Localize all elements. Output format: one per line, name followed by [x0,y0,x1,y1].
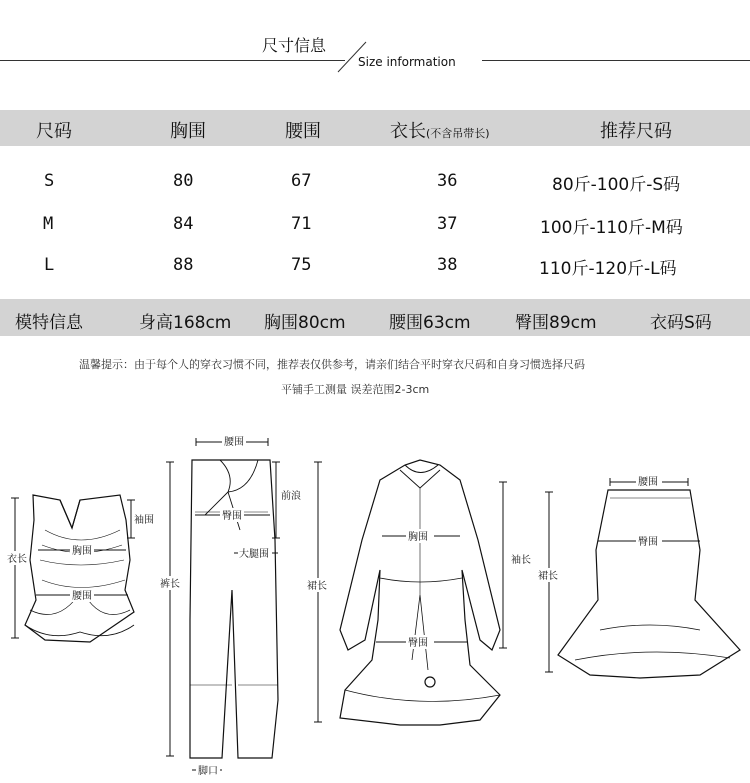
section-subtitle: Size information [358,55,456,69]
col-header-length-label: 衣长 [390,121,426,142]
top-diagram [25,495,134,642]
dress-hip-label: 臀围 [408,638,428,649]
row-s-chest: 80 [173,171,194,191]
measure-note: 平铺手工测量 误差范围2-3cm [281,383,430,396]
header-left-rule [0,60,345,61]
row-l-chest: 88 [173,255,194,275]
row-s-waist: 67 [291,171,312,191]
garment-diagrams [0,420,750,783]
skirt-length-label: 裙长 [538,571,558,582]
col-header-chest: 胸围 [170,121,206,142]
model-height: 身高168cm [139,313,232,333]
dress-sleeve-label: 袖长 [511,555,531,566]
model-info-label: 模特信息 [15,313,83,333]
top-length-label: 衣长 [7,554,27,565]
model-chest: 胸围80cm [264,313,346,333]
model-hip: 臀围89cm [515,313,597,333]
row-s-length: 36 [437,171,458,191]
row-l-size: L [44,255,55,275]
size-tip: 温馨提示：由于每个人的穿衣习惯不同，推荐表仅供参考，请亲们结合平时穿衣尺码和自身习惯选择尺码 [79,358,585,371]
skirt-waist-label: 腰围 [638,477,658,488]
header-right-rule [482,60,750,61]
col-header-waist: 腰围 [285,121,321,142]
col-header-size: 尺码 [36,121,72,142]
top-waist-label: 腰围 [72,591,92,602]
col-header-length-note: (不含吊带长) [426,127,490,140]
row-m-recommend: 100斤-110斤-M码 [540,218,683,238]
section-title: 尺寸信息 [262,36,327,55]
pants-length-label: 裤长 [160,579,180,590]
row-m-length: 37 [437,214,458,234]
pants-diagram [190,460,278,758]
row-s-size: S [44,171,55,191]
dress-chest-label: 胸围 [408,532,428,543]
skirt-hip-label: 臀围 [638,537,658,548]
top-sleeve-label: 袖围 [134,515,154,526]
top-chest-label: 胸围 [72,546,92,557]
model-size: 衣码S码 [650,313,712,333]
pants-hem-label: 脚口 [198,766,218,777]
row-m-waist: 71 [291,214,312,234]
dress-length-label: 裙长 [307,581,327,592]
col-header-recommend: 推荐尺码 [600,121,672,142]
row-s-recommend: 80斤-100斤-S码 [552,175,681,195]
pants-thigh-label: 大腿围 [239,549,269,560]
pants-waist-label: 腰围 [224,437,244,448]
dress-diagram [340,460,500,725]
row-l-waist: 75 [291,255,312,275]
model-info-band [0,299,750,336]
row-m-chest: 84 [173,214,194,234]
row-l-length: 38 [437,255,458,275]
pants-rise-label: 前浪 [281,491,301,502]
model-waist: 腰围63cm [389,313,471,333]
row-m-size: M [43,214,54,234]
row-l-recommend: 110斤-120斤-L码 [539,259,677,279]
pants-hip-label: 臀围 [222,511,242,522]
skirt-diagram [558,490,740,678]
col-header-length [390,117,490,143]
